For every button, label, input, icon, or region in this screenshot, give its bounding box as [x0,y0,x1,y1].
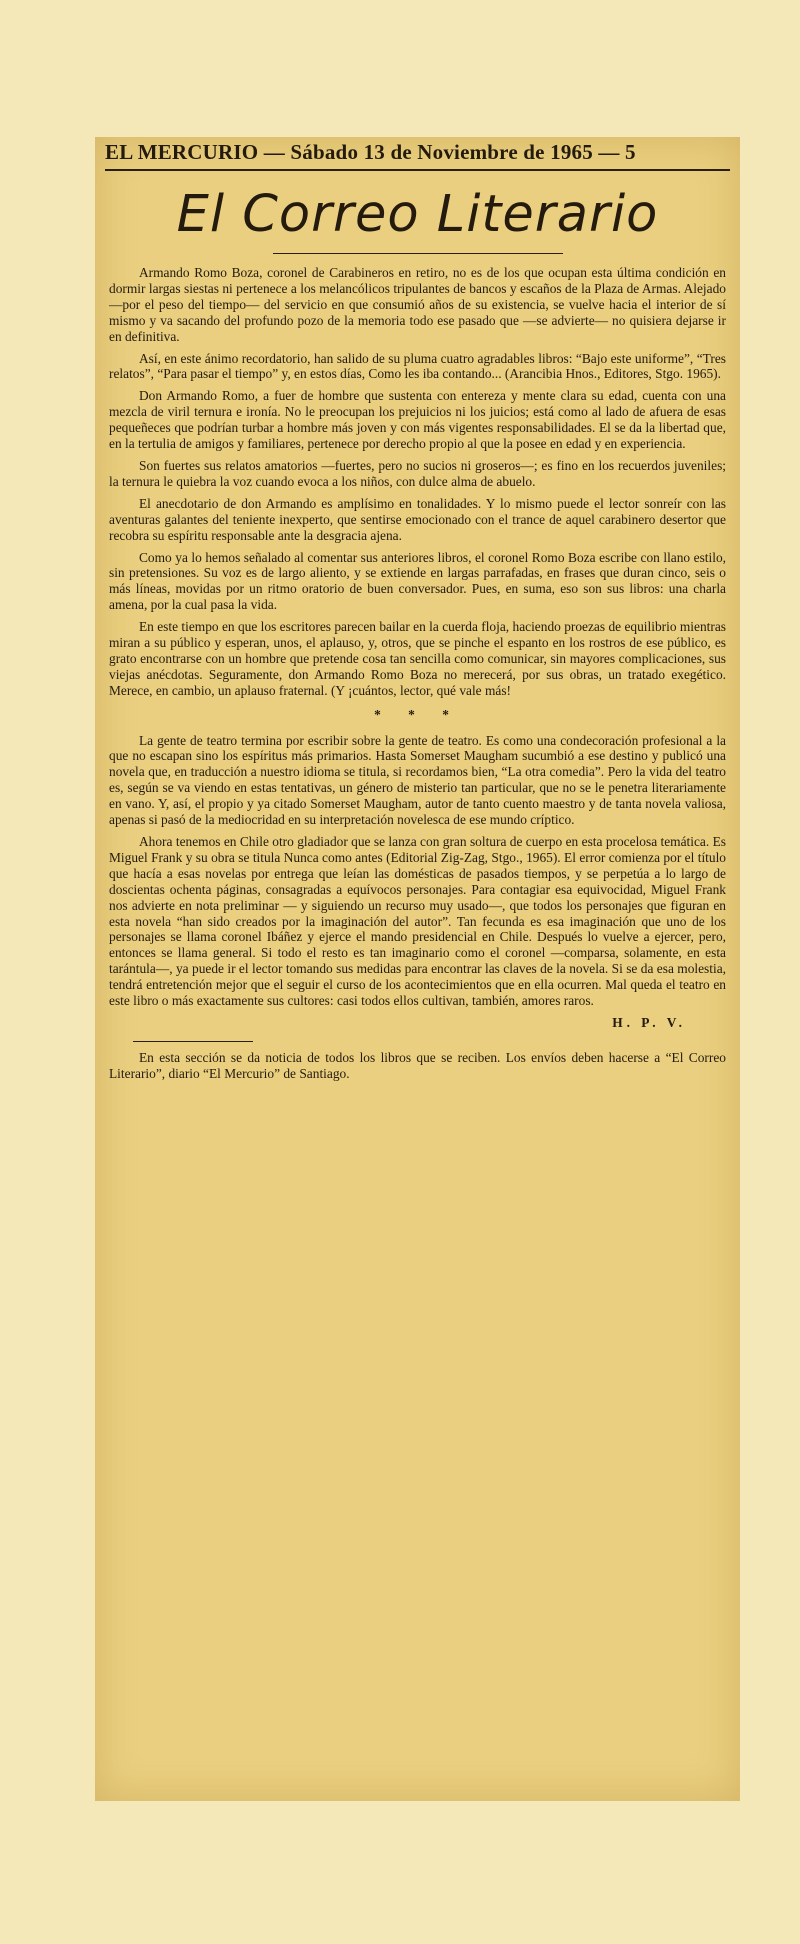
paragraph: En este tiempo en que los escritores parecen bailar en la cuerda floja, haciendo proezas de equilibrio mientras miran a su público y esperan, unos, el aplauso, y, otros, que se pinche el espanto en los rostros de ese público, es grato encontrarse con un hombre que pretende cosa tan sencilla como comunicar, sin mayores complicaciones, sus viejas anécdotas. Seguramente, don Armando Romo Boza no merecerá, por sus obras, un tratado exegético. Merece, en cambio, un aplauso fraternal. (Y ¡cuántos, lector, qué vale más! [109,619,726,698]
title-rule [273,253,563,254]
masthead-rule [105,169,730,171]
masthead: EL MERCURIO — Sábado 13 de Noviembre de 1965 — 5 [105,140,636,164]
paragraph: Como ya lo hemos señalado al comentar sus anteriores libros, el coronel Romo Boza escribe con llano estilo, sin pretensiones. Su voz es de largo aliento, y se extiende en largas parrafadas, en frases que duran cinco, seis o más líneas, movidas por un ritmo oratorio de buen conversador. Pues, en suma, eso son sus libros: una charla amena, por la cual pasa la vida. [109,549,726,613]
paragraph: Ahora tenemos en Chile otro gladiador que se lanza con gran soltura de cuerpo en esta procelosa temática. Es Miguel Frank y su obra se titula Nunca como antes (Editorial Zig-Zag, Stgo., 1965). El error comienza por el título que hacía a esas novelas por entrega que leían las domésticas de pasados tiempos, y se perpetúa a lo largo de doscientas ochenta páginas, consagradas a equívocos personajes. Para contagiar esa equivocidad, Miguel Frank nos advierte en nota preliminar — y siguiendo un recurso muy usado—, que todos los personajes que figuran en esta novela “han sido creados por la imaginación del autor”. Tan fecunda es esa imaginación que uno de los personajes se llama coronel Ibáñez y ejerce el mando presidencial en Chile. Después lo vuelve a ejercer, pero, entonces se llama general. Si todo el resto es tan imaginario como el coronel —comparsa, solamente, en esta tarántula—, ya puede ir el lector tomando sus medidas para encontrar las claves de la novela. Si se da esa molestia, tendrá entretención mejor que el seguir el curso de los acontecimientos que en ella ocurren. Mal queda el teatro en este libro o más exactamente sus cultores: casi todos ellos cultivan, también, amores raros. [109,834,726,1009]
paragraph: Don Armando Romo, a fuer de hombre que sustenta con entereza y mente clara su edad, cuenta con una mezcla de viril ternura e ironía. No le preocupan los prejuicios ni los juicios; está como al lado de afuera de esas pequeñeces que podrían turbar a hombre más joven y con más vigentes responsabilidades. El se da la libertad que, en la tertulia de amigos y familiares, pertenece por derecho propio al que la posee en edad y en experiencia. [109,388,726,452]
paragraph: Así, en este ánimo recordatorio, han salido de su pluma cuatro agradables libros: “Bajo este uniforme”, “Tres relatos”, “Para pasar el tiempo” y, en estos días, Como les iba contando... (Arancibia Hnos., Editores, Stgo. 1965). [109,350,726,382]
section-separator: * * * [374,706,461,722]
paragraph: La gente de teatro termina por escribir sobre la gente de teatro. Es como una condecoración profesional a la que no escapan sino los espíritus más primarios. Hasta Somerset Maugham sucumbió a ese destino y publicó una novela que, en traducción a nuestro idioma se titula, si recordamos bien, “La otra comedia”. Pero la vida del teatro es, según se va viendo en estas tentativas, un género de misterio tan particular, que no se le penetra literariamente en vano. Y, así, el propio y ya citado Somerset Maugham, autor de tanto cuento maestro y de tanta novela valiosa, apenas si pasó de la mediocridad en su interpretación novelesca de ese mundo críptico. [109,732,726,828]
paragraph: El anecdotario de don Armando es amplísimo en tonalidades. Y lo mismo puede el lector sonreír con las aventuras galantes del teniente inexperto, que sentirse emocionado con el trance de aquel carabinero desertor que recobra su espíritu responsable ante la desgracia ajena. [109,495,726,543]
article-body [109,265,726,1088]
footnote: En esta sección se da noticia de todos los libros que se reciben. Los envíos deben hacerse a “El Correo Literario”, diario “El Mercurio” de Santiago. [109,1049,726,1081]
footnote-rule [133,1041,253,1042]
column-title: El Correo Literario [176,185,659,244]
author-signature: H. P. V. [612,1014,686,1030]
newspaper-clipping [95,137,740,1801]
paragraph: Armando Romo Boza, coronel de Carabineros en retiro, no es de los que ocupan esta última condición en dormir largas siestas ni pertenece a los melancólicos tripulantes de bancos y escaños de la Plaza de Armas. Alejado —por el peso del tiempo— del servicio en que consumió años de su existencia, se vuelve hacia el interior de sí mismo y va sacando del profundo pozo de la memoria todo ese pasado que —se advierte— no quisiera dejarse ir en definitiva. [109,265,726,344]
paragraph: Son fuertes sus relatos amatorios —fuertes, pero no sucios ni groseros—; es fino en los recuerdos juveniles; la ternura le quiebra la voz cuando evoca a los niños, con dulce alma de abuelo. [109,457,726,489]
